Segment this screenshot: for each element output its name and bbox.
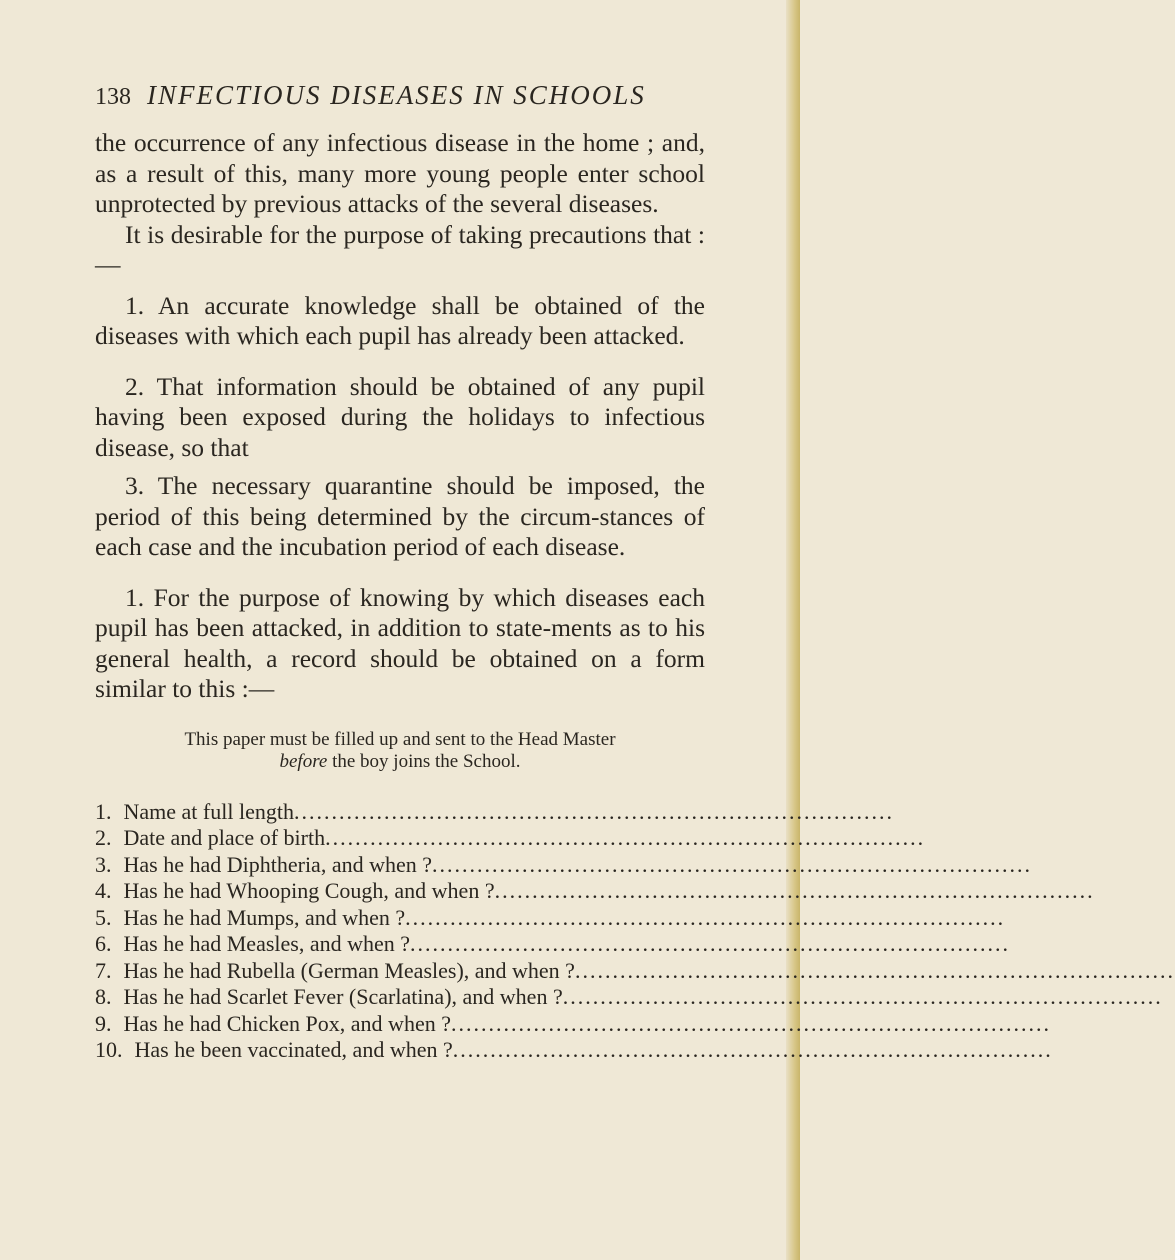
question-text: Has he had Whooping Cough, and when ? xyxy=(123,878,495,903)
running-title: INFECTIOUS DISEASES IN SCHOOLS xyxy=(147,80,646,110)
question-text: Date and place of birth xyxy=(123,825,326,850)
question-number: 4. xyxy=(95,878,112,903)
question-number: 8. xyxy=(95,984,112,1009)
answer-leader-dots: ................................................................................ xyxy=(325,825,926,850)
form-note xyxy=(95,729,705,773)
form-question xyxy=(95,1010,1051,1038)
answer-leader-dots: ................................................................................ xyxy=(293,798,894,824)
form-note-rest: the boy joins the School. xyxy=(327,750,521,772)
form-question xyxy=(95,1037,1053,1064)
form-question xyxy=(95,984,1163,1011)
form-note-line-1: This paper must be filled up and sent to the Head Master xyxy=(184,728,616,750)
question-text: Has he had Scarlet Fever (Scarlatina), and when ? xyxy=(123,984,563,1009)
question-number: 5. xyxy=(95,904,112,930)
answer-leader-dots: ................................................................................ xyxy=(494,878,1095,903)
paragraph-5: 3. The necessary quarantine should be imposed, the period of this being determined by the circum-stances of each case and the incubation period of each disease. xyxy=(95,471,705,561)
paragraph-3: 1. An accurate knowledge shall be obtained of the diseases with which each pupil has already been attacked. xyxy=(95,290,705,350)
answer-leader-dots: ................................................................................ xyxy=(450,1010,1051,1036)
page-body xyxy=(95,128,705,705)
form-question xyxy=(95,957,1175,985)
form-question-list xyxy=(95,798,1175,1064)
form-note-emphasis: before xyxy=(279,750,328,772)
question-text: Name at full length xyxy=(123,798,294,824)
question-number: 7. xyxy=(95,957,112,983)
question-text: Has he been vaccinated, and when ? xyxy=(134,1037,453,1062)
page-number: 138 xyxy=(95,84,131,110)
answer-leader-dots: ................................................................................ xyxy=(405,904,1006,930)
answer-leader-dots: ................................................................................ xyxy=(432,851,1033,877)
answer-leader-dots: ................................................................................ xyxy=(410,931,1011,956)
page-header xyxy=(95,80,705,128)
question-text: Has he had Rubella (German Measles), and when ? xyxy=(123,957,575,983)
page-edge xyxy=(786,0,800,1260)
form-question xyxy=(95,798,894,826)
answer-leader-dots: ................................................................................ xyxy=(452,1037,1053,1062)
question-text: Has he had Chicken Pox, and when ? xyxy=(123,1010,451,1036)
question-number: 9. xyxy=(95,1010,112,1036)
answer-leader-dots: ................................................................................ xyxy=(562,984,1163,1009)
form-note-line-2 xyxy=(95,751,705,773)
question-number: 6. xyxy=(95,931,112,956)
question-text: Has he had Diphtheria, and when ? xyxy=(123,851,433,877)
question-text: Has he had Mumps, and when ? xyxy=(123,904,406,930)
answer-leader-dots: ................................................................................ xyxy=(574,957,1175,983)
form-question xyxy=(95,904,1006,932)
form-question xyxy=(95,931,1011,958)
paragraph-1: the occurrence of any infectious disease in the home ; and, as a result of this, many more young people enter school unprotected by previous attacks of the several diseases. xyxy=(95,128,705,218)
question-text: Has he had Measles, and when ? xyxy=(123,931,411,956)
form-question xyxy=(95,825,926,852)
form-question xyxy=(95,851,1033,879)
paragraph-2: It is desirable for the purpose of taking precautions that :— xyxy=(95,219,705,279)
paragraph-4: 2. That information should be obtained of any pupil having been exposed during the holidays to infectious disease, so that xyxy=(95,371,705,462)
paragraph-6: 1. For the purpose of knowing by which diseases each pupil has been attacked, in addition to state-ments as to his general health, a record should be obtained on a form similar to this :— xyxy=(95,582,705,703)
question-number: 2. xyxy=(95,825,112,850)
book-page xyxy=(95,80,1175,1064)
question-number: 10. xyxy=(95,1037,123,1062)
question-number: 1. xyxy=(95,798,112,824)
form-question xyxy=(95,878,1095,905)
question-number: 3. xyxy=(95,851,112,877)
